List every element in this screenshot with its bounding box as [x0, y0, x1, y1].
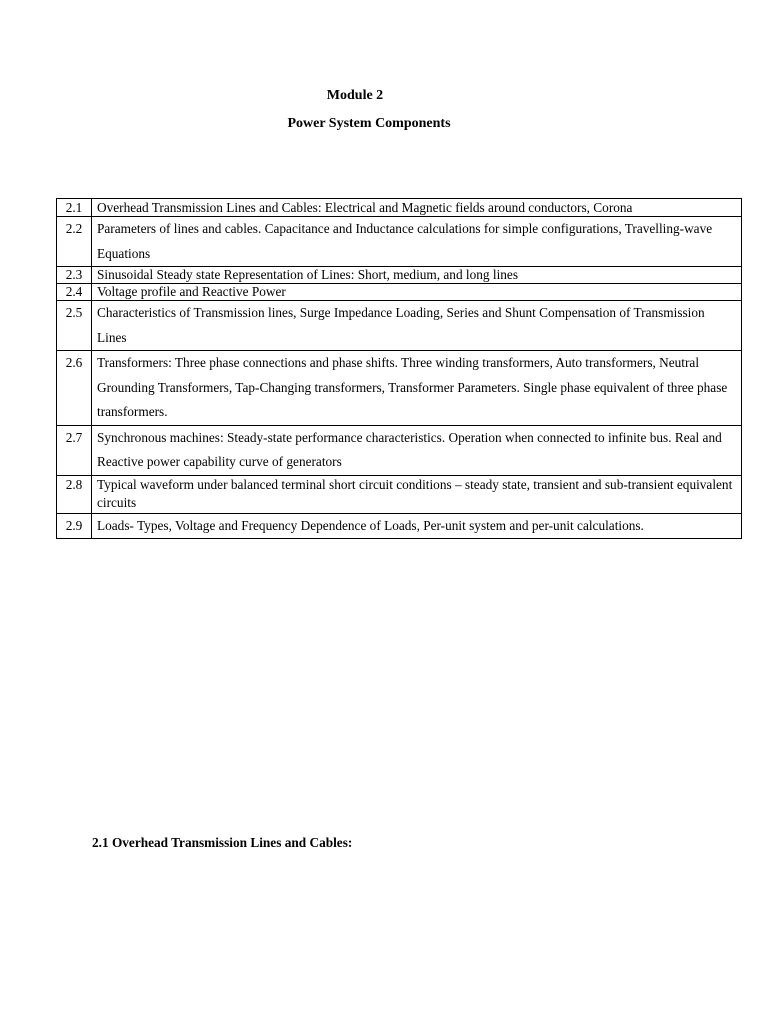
row-number: 2.9: [57, 513, 92, 539]
row-number: 2.8: [57, 475, 92, 513]
row-number: 2.3: [57, 267, 92, 284]
module-title: Module 2: [326, 88, 384, 103]
table-row: [57, 513, 742, 539]
table-row: [57, 284, 742, 301]
row-topic: Overhead Transmission Lines and Cables: Electrical and Magnetic fields around conductors, Corona: [92, 199, 742, 217]
row-number: 2.6: [57, 351, 92, 426]
table-row: [57, 425, 742, 475]
table-row: [57, 475, 742, 513]
row-number: 2.2: [57, 217, 92, 267]
table-row: [57, 351, 742, 426]
row-number: 2.1: [57, 199, 92, 217]
syllabus-table: [56, 198, 742, 539]
row-topic: Characteristics of Transmission lines, Surge Impedance Loading, Series and Shunt Compensation of Transmission Lines: [92, 301, 742, 351]
row-topic: Sinusoidal Steady state Representation of Lines: Short, medium, and long lines: [92, 267, 742, 284]
row-number: 2.7: [57, 425, 92, 475]
row-number: 2.4: [57, 284, 92, 301]
table-row: [57, 199, 742, 217]
row-topic: Synchronous machines: Steady-state performance characteristics. Operation when connected to infinite bus. Real and Reactive power capability curve of generators: [92, 425, 742, 475]
table-row: [57, 301, 742, 351]
table-row: [57, 217, 742, 267]
module-subtitle: Power System Components: [287, 116, 451, 131]
section-heading: 2.1 Overhead Transmission Lines and Cables:: [92, 835, 353, 850]
row-topic: Parameters of lines and cables. Capacitance and Inductance calculations for simple configurations, Travelling-wave Equations: [92, 217, 742, 267]
table-row: [57, 267, 742, 284]
row-topic: Transformers: Three phase connections and phase shifts. Three winding transformers, Auto transformers, Neutral Grounding Transformers, Tap-Changing transformers, Transformer Parameters. Single phase equivalent of three phase transformers.: [92, 351, 742, 426]
row-number: 2.5: [57, 301, 92, 351]
row-topic: Loads- Types, Voltage and Frequency Dependence of Loads, Per-unit system and per-unit calculations.: [92, 513, 742, 539]
row-topic: Voltage profile and Reactive Power: [92, 284, 742, 301]
row-topic: Typical waveform under balanced terminal short circuit conditions – steady state, transient and sub-transient equivalent circuits: [92, 475, 742, 513]
